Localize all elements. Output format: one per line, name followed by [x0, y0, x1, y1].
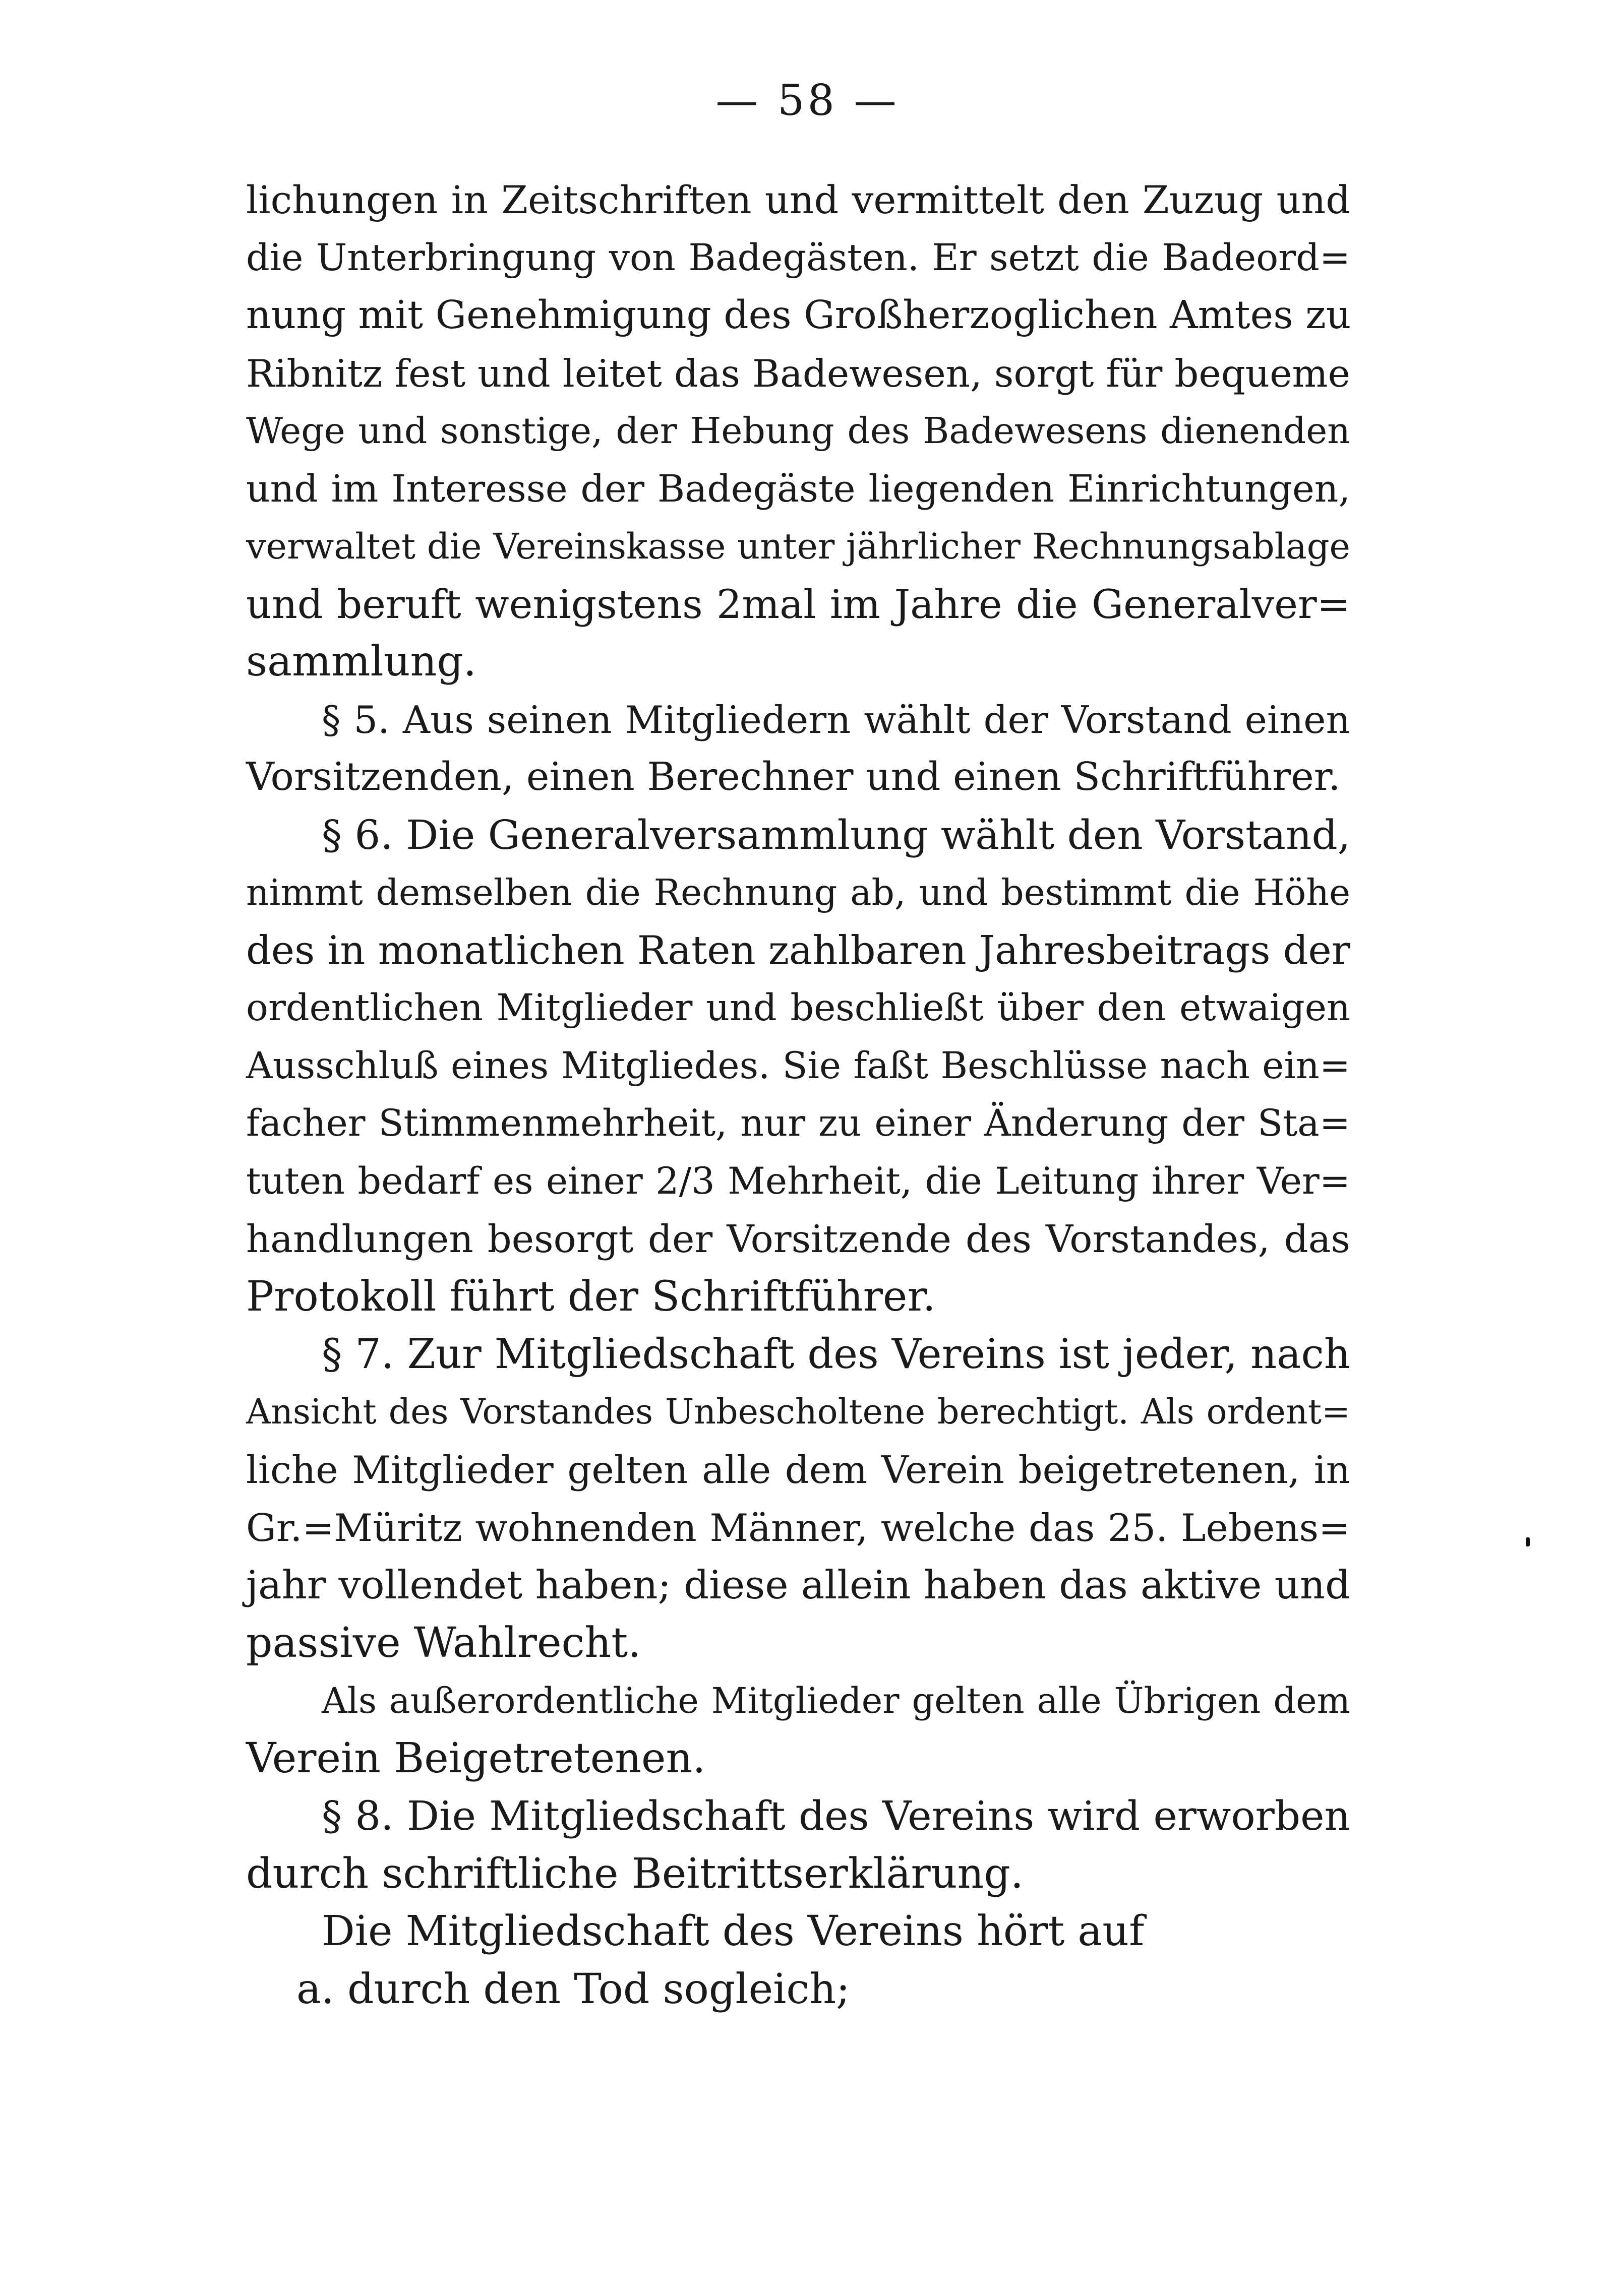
text-line: verwaltet die Vereinskasse unter jährlicher Rechnungsablage [246, 526, 1350, 567]
text-line: des in monatlichen Raten zahlbaren Jahresbeitrags der [246, 927, 1350, 973]
text-line: facher Stimmenmehrheit, nur zu einer Änderung der Sta= [246, 1102, 1350, 1145]
section-5-heading-line: § 5. Aus seinen Mitgliedern wählt der Vorstand einen [322, 697, 1350, 742]
text-line: Vorsitzenden, einen Berechner und einen Schriftführer. [246, 755, 1341, 799]
text-line: Die Mitgliedschaft des Vereins hört auf [322, 1907, 1145, 1955]
page-number: — 58 — [715, 76, 900, 125]
text-line: Gr.=Müritz wohnenden Männer, welche das 25. Lebens= [246, 1505, 1350, 1550]
text-line: lichungen in Zeitschriften und vermittelt den Zuzug und [246, 177, 1350, 222]
text-line: Ansicht des Vorstandes Unbescholtene berechtigt. Als ordent= [246, 1392, 1350, 1432]
text-line: nimmt demselben die Rechnung ab, und bestimmt die Höhe [246, 872, 1350, 913]
body-text [246, 171, 1350, 2018]
section-7-heading-line: § 7. Zur Mitgliedschaft des Vereins ist jeder, nach [322, 1331, 1350, 1378]
text-line: liche Mitglieder gelten alle dem Verein beigetretenen, in [246, 1448, 1350, 1492]
text-line: Protokoll führt der Schriftführer. [246, 1272, 936, 1321]
text-line: Wege und sonstige, der Hebung des Badewesens dienenden [246, 410, 1350, 452]
text-line: Ribnitz fest und leitet das Badewesen, sorgt für bequeme [246, 351, 1350, 396]
ink-speck [1526, 1537, 1530, 1546]
text-line: Ausschluß eines Mitgliedes. Sie faßt Beschlüsse nach ein= [246, 1044, 1350, 1087]
text-line: und beruft wenigstens 2mal im Jahre die Generalver= [246, 581, 1350, 628]
text-line: die Unterbringung von Badegästen. Er setzt die Badeord= [246, 236, 1350, 279]
text-line: nung mit Genehmigung des Großherzoglichen Amtes zu [246, 293, 1351, 338]
text-line: handlungen besorgt der Vorsitzende des Vorstandes, das [246, 1217, 1350, 1261]
text-line: durch schriftliche Beitrittserklärung. [246, 1849, 1024, 1898]
text-line: und im Interesse der Badegäste liegenden Einrichtungen, [246, 467, 1350, 511]
section-8-heading-line: § 8. Die Mitgliedschaft des Vereins wird erworben [322, 1792, 1350, 1839]
text-line: jahr vollendet haben; diese allein haben das aktive und [246, 1563, 1350, 1608]
list-item-a: a. durch den Tod sogleich; [296, 1965, 850, 2013]
text-line: ordentlichen Mitglieder und beschließt über den etwaigen [246, 986, 1350, 1029]
section-6-heading-line: § 6. Die Generalversammlung wählt den Vorstand, [322, 811, 1351, 858]
text-line: Als außerordentliche Mitglieder gelten alle Übrigen dem [322, 1680, 1350, 1721]
text-line: Verein Beigetretenen. [246, 1734, 706, 1782]
text-line: tuten bedarf es einer 2/3 Mehrheit, die Leitung ihrer Ver= [246, 1159, 1350, 1203]
text-line: passive Wahlrecht. [246, 1619, 641, 1667]
text-line: sammlung. [246, 638, 476, 686]
